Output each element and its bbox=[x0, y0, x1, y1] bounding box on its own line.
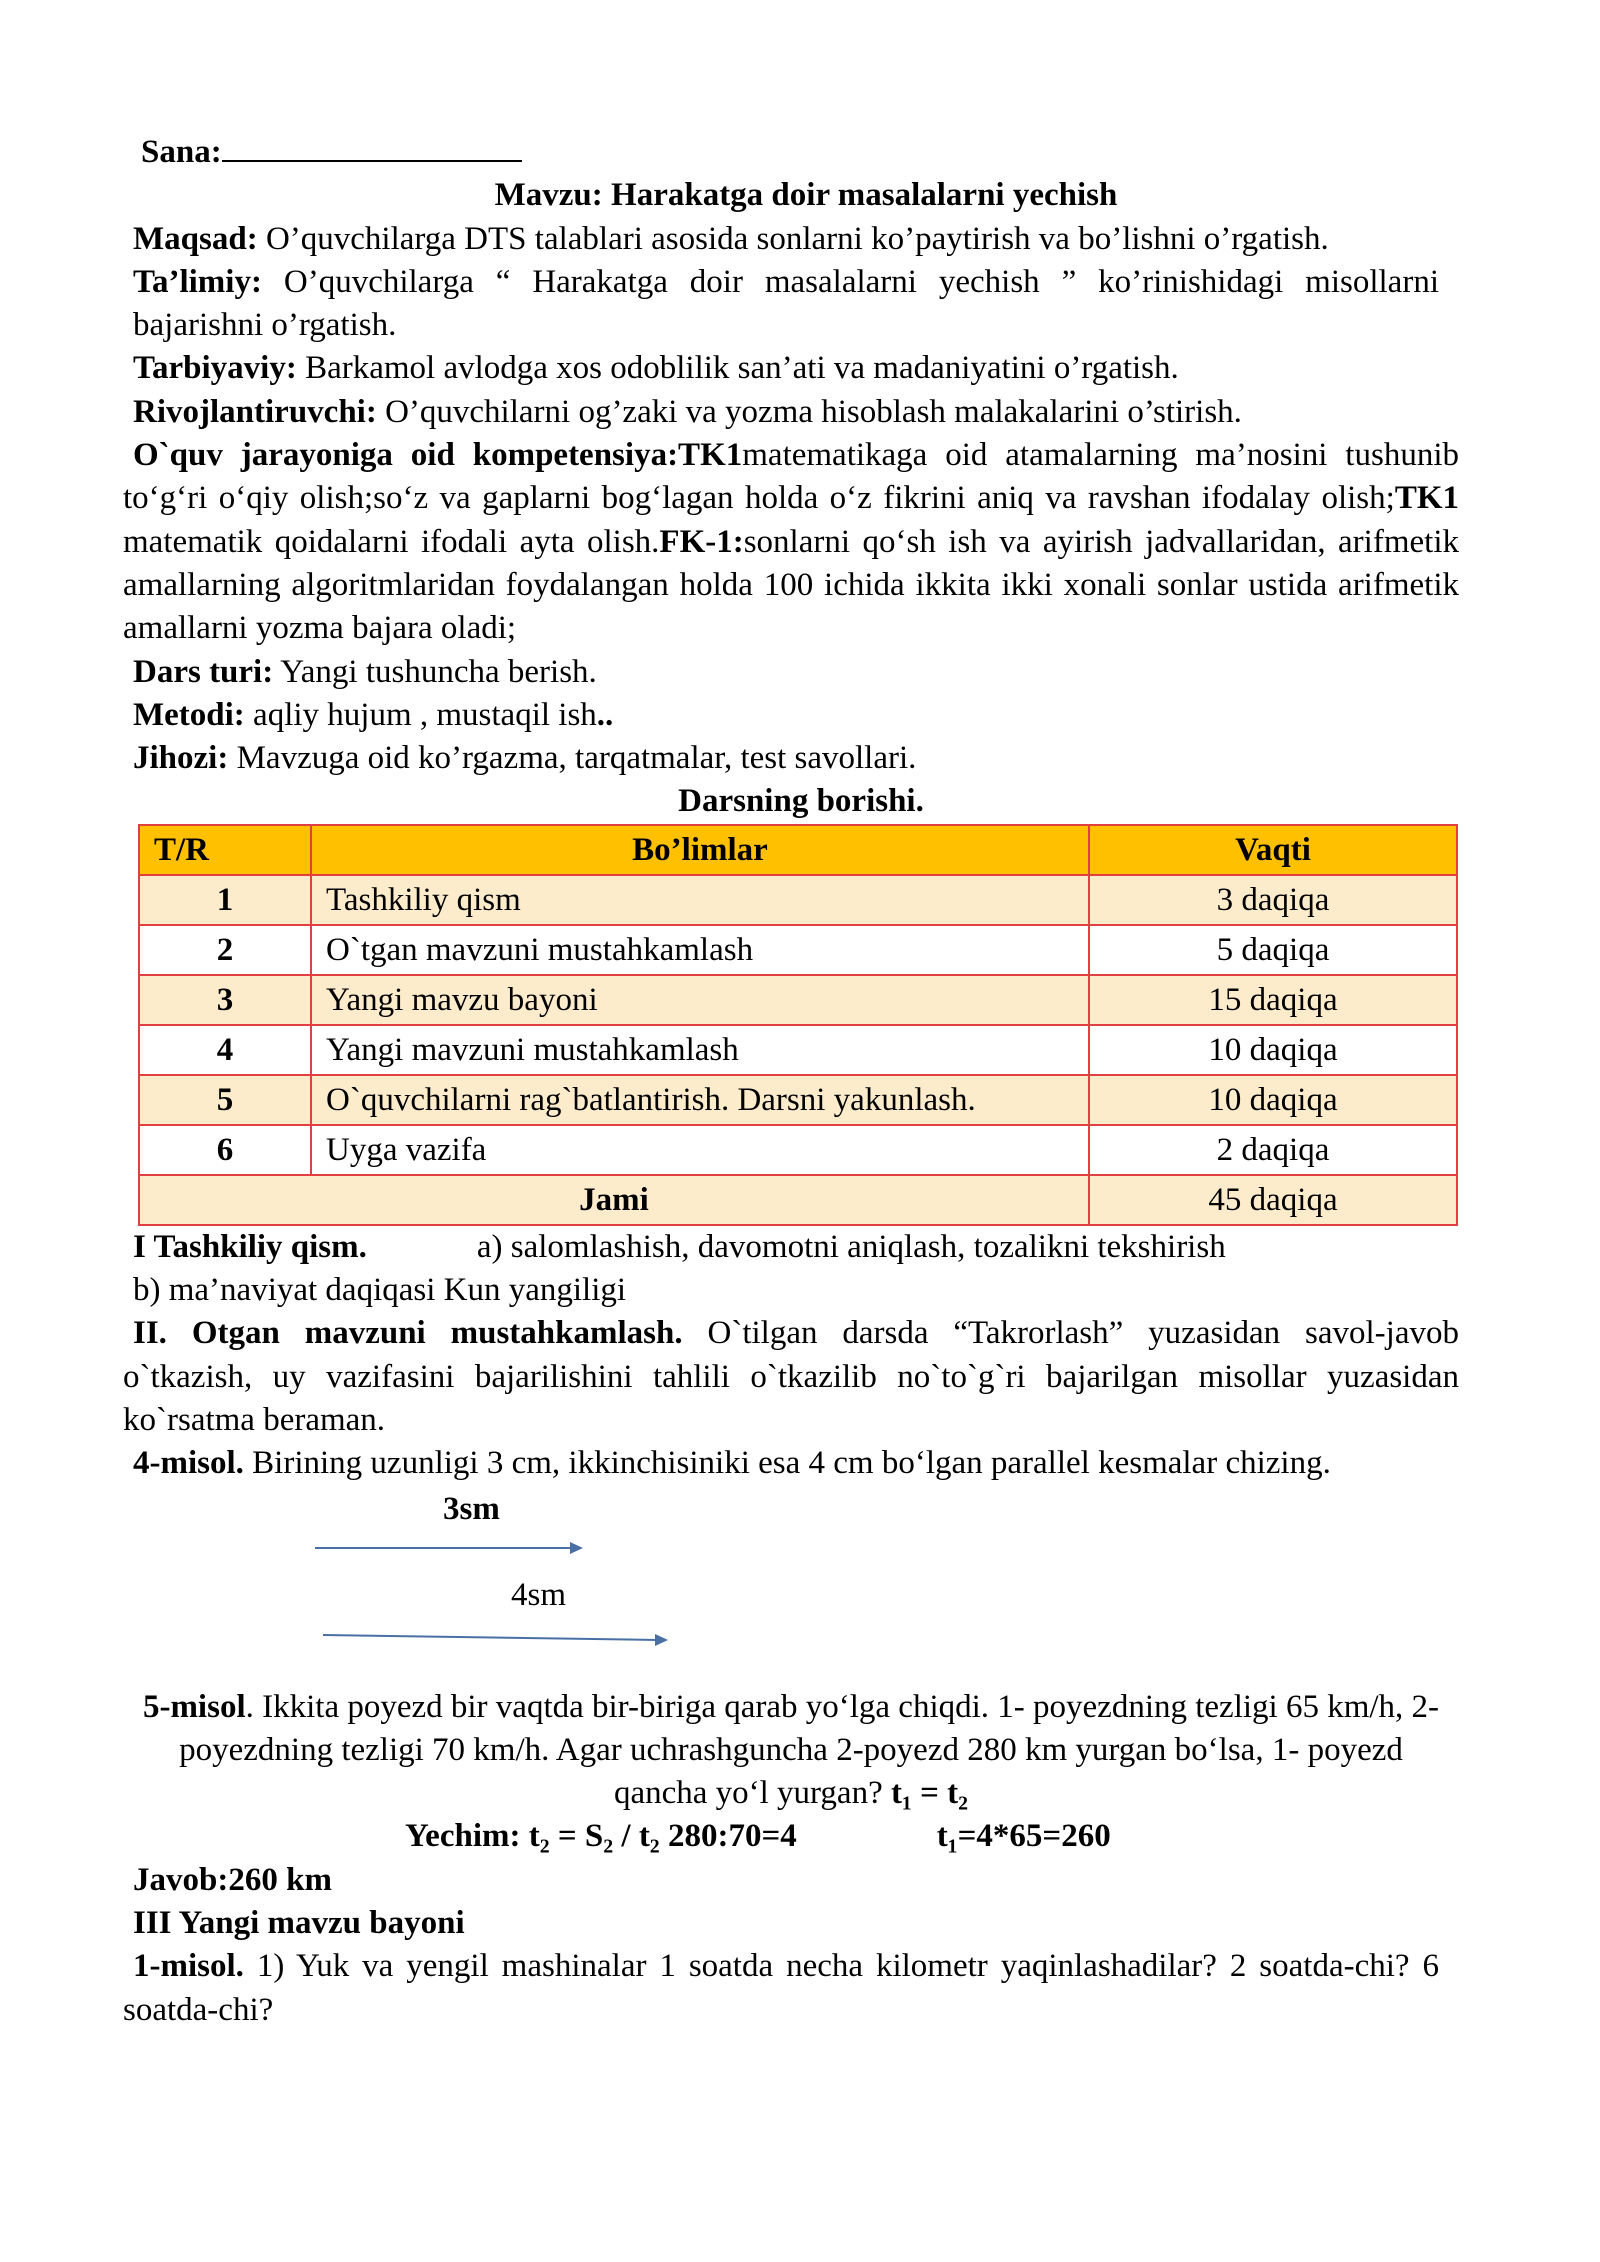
rivoj-paragraph bbox=[123, 391, 1459, 434]
rivoj-label: Rivojlantiruvchi: bbox=[133, 393, 377, 430]
tashkiliy-b-line bbox=[123, 1269, 1459, 1312]
tashkiliy-b-text: b) ma’naviyat daqiqasi Kun yangiligi bbox=[133, 1272, 627, 1309]
misol4-paragraph bbox=[123, 1442, 1459, 1485]
sana-blank bbox=[222, 130, 522, 162]
rivoj-text: O’quvchilarni og’zaki va yozma hisoblash malakalarini o’stirish. bbox=[376, 393, 1242, 430]
metod-paragraph bbox=[123, 694, 1459, 737]
komp-text1: matematikaga oid atamalarning ma’nosini tushunib to‘g‘ri o‘qiy olish;so‘z va gaplarni bog‘lagan holda o‘z fikrini aniq va ravshan ifodalay olish; bbox=[123, 437, 1459, 517]
yechim-text: Yechim: t₂ = S₂ / t₂ 280:70=4 bbox=[405, 1818, 797, 1855]
parallel-segments-figure bbox=[123, 1486, 1459, 1686]
segment-arrow-4sm bbox=[323, 1634, 668, 1646]
metod-text: aqliy hujum , mustaqil ish bbox=[244, 696, 597, 733]
row-name: Uyga vazifa bbox=[311, 1125, 1089, 1175]
segments-svg bbox=[123, 1486, 723, 1686]
misol5-text: . Ikkita poyezd bir vaqtda bir-biriga qarab yo‘lga chiqdi. 1- poyezdning tezligi 65 km/h, 2- poyezdning tezligi 70 km/h. Agar uchrashguncha 2-poyezd 280 km yurgan bo‘lsa, 1- poyezd qancha yo‘l yurgan? bbox=[179, 1688, 1440, 1812]
metod-label: Metodi: bbox=[133, 696, 245, 733]
yechim2-text: t₁=4*65=260 bbox=[936, 1818, 1111, 1855]
misol1-paragraph bbox=[123, 1945, 1459, 2032]
lesson-plan-table bbox=[138, 824, 1458, 1226]
row-number: 6 bbox=[139, 1125, 311, 1175]
kompetensiya-paragraph bbox=[123, 434, 1459, 650]
jihoz-label: Jihozi: bbox=[133, 740, 229, 777]
otgan-text: O`tilgan darsda “Takrorlash” yuzasidan savol-javob o`tkazish, uy vazifasini bajarilishini tahlili o`tkazilib no`to`g`ri bajarilgan misollar yuzasidan ko`rsatma beraman. bbox=[123, 1315, 1459, 1438]
tarbiyaviy-paragraph bbox=[123, 347, 1459, 390]
dars-paragraph bbox=[123, 651, 1459, 694]
row-time: 2 daqiqa bbox=[1089, 1125, 1457, 1175]
maqsad-paragraph bbox=[123, 218, 1459, 261]
maqsad-text: O’quvchilarga DTS talablari asosida sonlarni ko’paytirish va bo’lishni o’rgatish. bbox=[257, 220, 1329, 257]
komp-text3: sonlarni qo‘sh ish va ayirish jadvallaridan, arifmetik amallarning algoritmlaridan foydalangan holda 100 ichida ikkita ikki xonali sonlar ustida arifmetik amallarni yozma bajara oladi; bbox=[123, 523, 1459, 647]
row-name: Yangi mavzu bayoni bbox=[311, 975, 1089, 1025]
table-row bbox=[139, 1125, 1457, 1175]
jihoz-paragraph bbox=[123, 737, 1459, 780]
row-time: 10 daqiqa bbox=[1089, 1075, 1457, 1125]
komp-tk1: TK1 bbox=[1394, 480, 1459, 517]
header-bolimlar: Bo’limlar bbox=[311, 825, 1089, 875]
row-number: 4 bbox=[139, 1025, 311, 1075]
komp-text2: matematik qoidalarni ifodali ayta olish. bbox=[123, 523, 660, 560]
misol1-text: 1) Yuk va yengil mashinalar 1 soatda necha kilometr yaqinlashadilar? 2 soatda-chi? 6 soatda-chi? bbox=[123, 1948, 1439, 2028]
row-name: Yangi mavzuni mustahkamlash bbox=[311, 1025, 1089, 1075]
borishi-heading bbox=[123, 780, 1459, 823]
tashkiliy-label: I Tashkiliy qism. bbox=[133, 1228, 367, 1265]
row-number: 1 bbox=[139, 875, 311, 925]
table-row bbox=[139, 925, 1457, 975]
row-time: 15 daqiqa bbox=[1089, 975, 1457, 1025]
misol5-paragraph bbox=[123, 1686, 1459, 1816]
header-tr: T/R bbox=[139, 825, 311, 875]
row-time: 3 daqiqa bbox=[1089, 875, 1457, 925]
komp-label: O`quv jarayoniga oid kompetensiya:TK1 bbox=[133, 437, 743, 474]
mavzu-title bbox=[123, 174, 1459, 217]
tarbiyaviy-label: Tarbiyaviy: bbox=[133, 350, 297, 387]
javob-text: Javob:260 km bbox=[133, 1861, 332, 1898]
row-name: Tashkiliy qism bbox=[311, 875, 1089, 925]
sana-label: Sana: bbox=[141, 134, 222, 170]
total-time: 45 daqiqa bbox=[1089, 1175, 1457, 1225]
maqsad-label: Maqsad: bbox=[133, 220, 258, 257]
yangi-mavzu-heading bbox=[123, 1902, 1459, 1945]
yangi-label: III Yangi mavzu bayoni bbox=[133, 1905, 465, 1942]
table-row bbox=[139, 1025, 1457, 1075]
table-header-row bbox=[139, 825, 1457, 875]
jihoz-text: Mavzuga oid ko’rgazma, tarqatmalar, test savollari. bbox=[228, 740, 917, 777]
table-total-row bbox=[139, 1175, 1457, 1225]
sana-line bbox=[123, 130, 1459, 174]
table-row bbox=[139, 975, 1457, 1025]
table-row bbox=[139, 1075, 1457, 1125]
row-time: 5 daqiqa bbox=[1089, 925, 1457, 975]
row-name: O`quvchilarni rag`batlantirish. Darsni yakunlash. bbox=[311, 1075, 1089, 1125]
dars-label: Dars turi: bbox=[133, 653, 274, 690]
tarbiyaviy-text: Barkamol avlodga xos odoblilik san’ati va madaniyatini o’rgatish. bbox=[296, 350, 1179, 387]
misol4-label: 4-misol. bbox=[133, 1445, 244, 1482]
row-name: O`tgan mavzuni mustahkamlash bbox=[311, 925, 1089, 975]
otgan-label: II. Otgan mavzuni mustahkamlash. bbox=[133, 1315, 683, 1352]
segment-label-3sm: 3sm bbox=[443, 1490, 500, 1527]
talimiy-label: Ta’limiy: bbox=[133, 263, 262, 300]
metod-dots: .. bbox=[596, 696, 614, 733]
dars-text: Yangi tushuncha berish. bbox=[273, 653, 597, 690]
misol1-label: 1-misol. bbox=[133, 1948, 244, 1985]
talimiy-text: O’quvchilarga “ Harakatga doir masalalarni yechish ” ko’rinishidagi misollarni bajarishni o’rgatish. bbox=[133, 263, 1439, 344]
misol5-label: 5-misol bbox=[142, 1688, 246, 1725]
otgan-paragraph bbox=[123, 1312, 1459, 1442]
row-number: 2 bbox=[139, 925, 311, 975]
borishi-text: Darsning borishi. bbox=[678, 783, 924, 820]
misol4-text: Birining uzunligi 3 cm, ikkinchisiniki esa 4 cm bo‘lgan parallel kesmalar chizing. bbox=[243, 1445, 1331, 1482]
document-page bbox=[123, 130, 1459, 2032]
segment-label-4sm: 4sm bbox=[511, 1576, 567, 1613]
talimiy-paragraph bbox=[123, 261, 1459, 348]
tashkiliy-text: a) salomlashish, davomotni aniqlash, tozalikni tekshirish bbox=[476, 1228, 1226, 1265]
javob-line bbox=[123, 1859, 1459, 1902]
segment-arrow-3sm bbox=[315, 1542, 583, 1554]
tashkiliy-paragraph bbox=[123, 1226, 1459, 1269]
misol5-eq: t₁ = t₂ bbox=[882, 1775, 969, 1812]
komp-fk: FK-1: bbox=[659, 523, 744, 560]
table-row bbox=[139, 875, 1457, 925]
row-number: 3 bbox=[139, 975, 311, 1025]
header-vaqti: Vaqti bbox=[1089, 825, 1457, 875]
total-label: Jami bbox=[139, 1175, 1089, 1225]
row-time: 10 daqiqa bbox=[1089, 1025, 1457, 1075]
row-number: 5 bbox=[139, 1075, 311, 1125]
mavzu-text: Mavzu: Harakatga doir masalalarni yechish bbox=[494, 177, 1118, 214]
yechim-line bbox=[123, 1815, 1459, 1858]
